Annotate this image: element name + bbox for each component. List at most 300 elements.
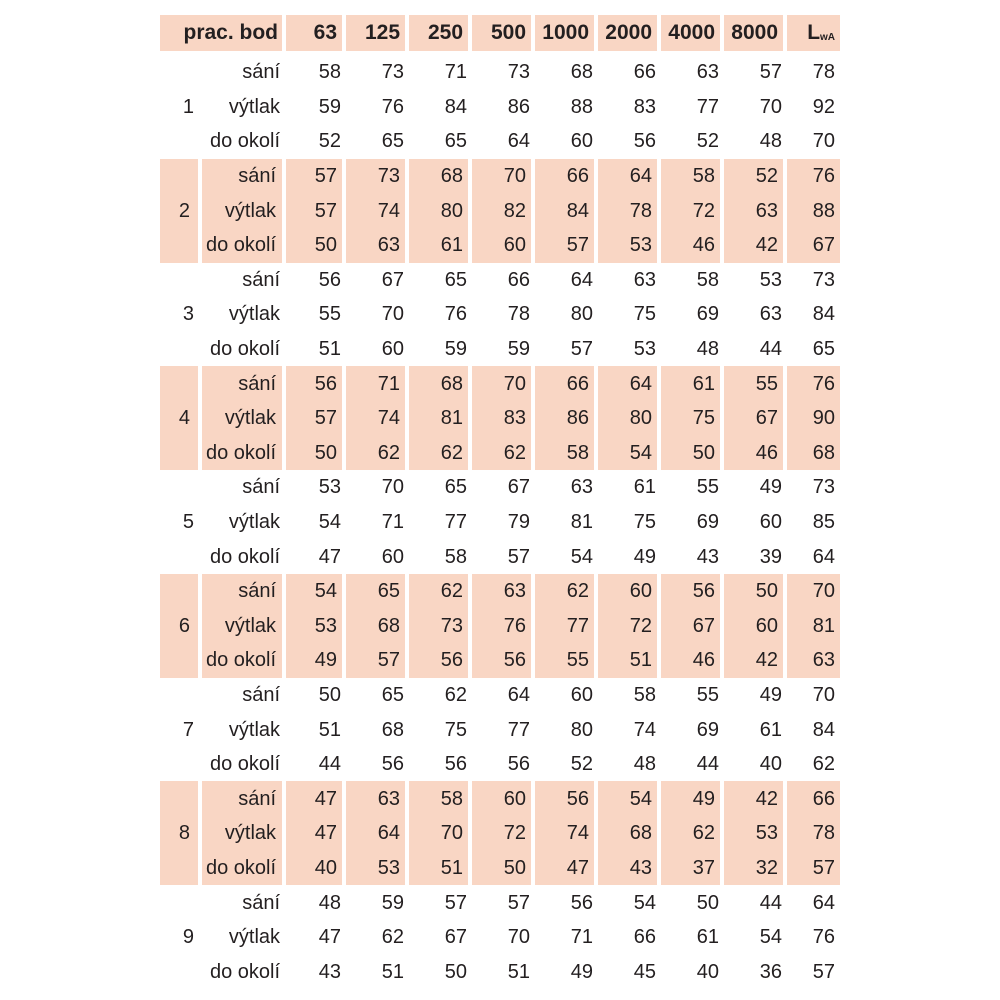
- band-value-cell: 51: [318, 338, 342, 361]
- band-value-cell: 77: [535, 609, 598, 644]
- lwa-total-cell: 68: [787, 436, 840, 471]
- band-value-cell: 55: [696, 683, 720, 706]
- band-value-cell: 50: [661, 436, 724, 471]
- table-row: [160, 781, 840, 816]
- table-row: [160, 332, 840, 367]
- operating-point-group: [160, 678, 840, 782]
- measurement-location: výtlak: [202, 401, 286, 436]
- band-value-cell: 52: [570, 753, 594, 776]
- lwa-total-cell: 81: [787, 609, 840, 644]
- band-value-cell: 50: [472, 851, 535, 886]
- band-value-cell: 57: [507, 891, 531, 914]
- band-value-cell: 51: [409, 851, 472, 886]
- measurement-location: sání: [202, 574, 286, 609]
- band-value-cell: 52: [696, 130, 720, 153]
- band-value-cell: 84: [444, 95, 468, 118]
- band-value-cell: 49: [759, 683, 783, 706]
- band-value-cell: 49: [759, 476, 783, 499]
- header-band-125: 125: [346, 15, 409, 55]
- band-value-cell: 70: [472, 159, 535, 194]
- band-value-cell: 83: [472, 401, 535, 436]
- table-row: [160, 228, 840, 263]
- band-value-cell: 51: [381, 960, 405, 983]
- measurement-location: sání: [242, 891, 281, 914]
- band-value-cell: 56: [570, 891, 594, 914]
- band-value-cell: 56: [661, 574, 724, 609]
- band-value-cell: 75: [633, 303, 657, 326]
- band-value-cell: 86: [507, 95, 531, 118]
- band-value-cell: 70: [381, 476, 405, 499]
- band-value-cell: 73: [409, 609, 472, 644]
- table-row: [160, 470, 840, 505]
- band-value-cell: 67: [381, 268, 405, 291]
- band-value-cell: 63: [633, 268, 657, 291]
- band-value-cell: 63: [724, 193, 787, 228]
- band-value-cell: 68: [570, 61, 594, 84]
- lwa-total-cell: 70: [812, 130, 836, 153]
- header-band-2000: 2000: [598, 15, 661, 55]
- band-value-cell: 57: [444, 891, 468, 914]
- band-value-cell: 65: [444, 130, 468, 153]
- band-value-cell: 59: [381, 891, 405, 914]
- header-lwa: [787, 15, 840, 55]
- band-value-cell: 47: [286, 816, 346, 851]
- band-value-cell: 73: [346, 159, 409, 194]
- table-row: [160, 747, 840, 782]
- band-value-cell: 64: [346, 816, 409, 851]
- measurement-location: sání: [242, 61, 281, 84]
- band-value-cell: 44: [696, 753, 720, 776]
- measurement-location: do okolí: [202, 851, 286, 886]
- lwa-total-cell: 57: [787, 851, 840, 886]
- band-value-cell: 79: [507, 511, 531, 534]
- band-value-cell: 76: [472, 609, 535, 644]
- band-value-cell: 60: [598, 574, 661, 609]
- header-band-500: 500: [472, 15, 535, 55]
- band-value-cell: 68: [381, 718, 405, 741]
- band-value-cell: 46: [661, 643, 724, 678]
- band-value-cell: 63: [346, 781, 409, 816]
- band-value-cell: 50: [286, 228, 346, 263]
- band-value-cell: 68: [598, 816, 661, 851]
- lwa-total-cell: 73: [812, 268, 836, 291]
- measurement-location: do okolí: [209, 753, 281, 776]
- band-value-cell: 75: [661, 401, 724, 436]
- band-value-cell: 42: [724, 781, 787, 816]
- band-value-cell: 57: [286, 193, 346, 228]
- band-value-cell: 56: [381, 753, 405, 776]
- measurement-location: výtlak: [228, 718, 281, 741]
- band-value-cell: 84: [535, 193, 598, 228]
- band-value-cell: 57: [507, 545, 531, 568]
- band-value-cell: 67: [724, 401, 787, 436]
- operating-point-number: 9: [182, 926, 194, 949]
- band-value-cell: 82: [472, 193, 535, 228]
- band-value-cell: 66: [535, 159, 598, 194]
- header-band-63: 63: [286, 15, 346, 55]
- band-value-cell: 60: [472, 228, 535, 263]
- band-value-cell: 60: [472, 781, 535, 816]
- band-value-cell: 44: [318, 753, 342, 776]
- table-row: [160, 366, 840, 401]
- band-value-cell: 49: [661, 781, 724, 816]
- band-value-cell: 44: [759, 338, 783, 361]
- band-value-cell: 48: [633, 753, 657, 776]
- header-band-1000: 1000: [535, 15, 598, 55]
- lwa-total-cell: 84: [812, 718, 836, 741]
- operating-point-number: 3: [182, 303, 194, 326]
- lwa-total-cell: 85: [812, 511, 836, 534]
- header-row: [160, 15, 840, 55]
- band-value-cell: 61: [633, 476, 657, 499]
- table-row: [160, 124, 840, 159]
- band-value-cell: 70: [472, 366, 535, 401]
- band-value-cell: 64: [598, 366, 661, 401]
- band-value-cell: 62: [661, 816, 724, 851]
- measurement-location: do okolí: [209, 960, 281, 983]
- band-value-cell: 58: [444, 545, 468, 568]
- band-value-cell: 80: [598, 401, 661, 436]
- band-value-cell: 68: [409, 366, 472, 401]
- band-value-cell: 71: [346, 366, 409, 401]
- band-value-cell: 69: [696, 511, 720, 534]
- band-value-cell: 53: [286, 609, 346, 644]
- operating-point-number: 6: [160, 574, 202, 678]
- band-value-cell: 43: [318, 960, 342, 983]
- table-row: [160, 954, 840, 989]
- band-value-cell: 78: [598, 193, 661, 228]
- header-lwa-subscript: wA: [820, 32, 836, 43]
- band-value-cell: 36: [759, 960, 783, 983]
- band-value-cell: 65: [346, 574, 409, 609]
- band-value-cell: 44: [759, 891, 783, 914]
- noise-table-sheet: [160, 15, 840, 989]
- table-row: [160, 90, 840, 125]
- band-value-cell: 81: [570, 511, 594, 534]
- band-value-cell: 48: [759, 130, 783, 153]
- band-value-cell: 81: [409, 401, 472, 436]
- operating-point-group: [160, 781, 840, 885]
- band-value-cell: 74: [535, 816, 598, 851]
- band-value-cell: 74: [346, 401, 409, 436]
- band-value-cell: 51: [598, 643, 661, 678]
- band-value-cell: 77: [507, 718, 531, 741]
- band-value-cell: 70: [759, 95, 783, 118]
- operating-point-group: [160, 263, 840, 367]
- band-value-cell: 66: [633, 61, 657, 84]
- band-value-cell: 42: [724, 643, 787, 678]
- band-value-cell: 70: [507, 926, 531, 949]
- band-value-cell: 76: [444, 303, 468, 326]
- band-value-cell: 50: [724, 574, 787, 609]
- table-row: [160, 920, 840, 955]
- band-value-cell: 59: [507, 338, 531, 361]
- band-value-cell: 57: [346, 643, 409, 678]
- measurement-location: do okolí: [202, 643, 286, 678]
- band-value-cell: 47: [318, 545, 342, 568]
- band-value-cell: 64: [570, 268, 594, 291]
- table-row: [160, 712, 840, 747]
- band-value-cell: 77: [444, 511, 468, 534]
- band-value-cell: 69: [696, 718, 720, 741]
- band-value-cell: 63: [759, 303, 783, 326]
- band-value-cell: 52: [318, 130, 342, 153]
- measurement-location: do okolí: [209, 545, 281, 568]
- band-value-cell: 55: [724, 366, 787, 401]
- measurement-location: do okolí: [209, 338, 281, 361]
- band-value-cell: 65: [444, 476, 468, 499]
- band-value-cell: 50: [444, 960, 468, 983]
- band-value-cell: 37: [661, 851, 724, 886]
- band-value-cell: 60: [381, 545, 405, 568]
- band-value-cell: 57: [759, 61, 783, 84]
- band-value-cell: 48: [318, 891, 342, 914]
- operating-point-number: 7: [182, 718, 194, 741]
- band-value-cell: 73: [507, 61, 531, 84]
- band-value-cell: 56: [286, 366, 346, 401]
- measurement-location: výtlak: [202, 609, 286, 644]
- band-value-cell: 80: [570, 718, 594, 741]
- table-row: [160, 643, 840, 678]
- band-value-cell: 60: [570, 683, 594, 706]
- band-value-cell: 76: [381, 95, 405, 118]
- measurement-location: sání: [242, 476, 281, 499]
- band-value-cell: 46: [724, 436, 787, 471]
- band-value-cell: 75: [633, 511, 657, 534]
- lwa-total-cell: 66: [787, 781, 840, 816]
- band-value-cell: 39: [759, 545, 783, 568]
- band-value-cell: 71: [570, 926, 594, 949]
- measurement-location: výtlak: [202, 816, 286, 851]
- band-value-cell: 40: [696, 960, 720, 983]
- band-value-cell: 63: [472, 574, 535, 609]
- measurement-location: výtlak: [228, 511, 281, 534]
- band-value-cell: 62: [409, 436, 472, 471]
- band-value-cell: 65: [381, 130, 405, 153]
- lwa-total-cell: 57: [812, 960, 836, 983]
- band-value-cell: 52: [724, 159, 787, 194]
- band-value-cell: 61: [696, 926, 720, 949]
- band-value-cell: 75: [444, 718, 468, 741]
- band-value-cell: 51: [507, 960, 531, 983]
- lwa-total-cell: 64: [812, 891, 836, 914]
- band-value-cell: 50: [286, 436, 346, 471]
- band-value-cell: 51: [318, 718, 342, 741]
- band-value-cell: 57: [570, 338, 594, 361]
- lwa-total-cell: 88: [787, 193, 840, 228]
- lwa-total-cell: 63: [787, 643, 840, 678]
- operating-point-group: [160, 366, 840, 470]
- measurement-location: sání: [202, 159, 286, 194]
- band-value-cell: 68: [409, 159, 472, 194]
- table-row: [160, 678, 840, 713]
- table-row: [160, 263, 840, 298]
- band-value-cell: 58: [696, 268, 720, 291]
- band-value-cell: 42: [724, 228, 787, 263]
- band-value-cell: 58: [318, 61, 342, 84]
- band-value-cell: 66: [633, 926, 657, 949]
- band-value-cell: 64: [507, 130, 531, 153]
- band-value-cell: 57: [535, 228, 598, 263]
- measurement-location: výtlak: [228, 303, 281, 326]
- band-value-cell: 55: [318, 303, 342, 326]
- band-value-cell: 68: [346, 609, 409, 644]
- band-value-cell: 32: [724, 851, 787, 886]
- band-value-cell: 54: [759, 926, 783, 949]
- band-value-cell: 58: [661, 159, 724, 194]
- band-value-cell: 59: [318, 95, 342, 118]
- lwa-total-cell: 76: [787, 366, 840, 401]
- band-value-cell: 53: [318, 476, 342, 499]
- band-value-cell: 66: [507, 268, 531, 291]
- band-value-cell: 60: [381, 338, 405, 361]
- band-value-cell: 64: [507, 683, 531, 706]
- measurement-location: sání: [202, 781, 286, 816]
- band-value-cell: 47: [318, 926, 342, 949]
- table-row: [160, 539, 840, 574]
- operating-point-group: [160, 470, 840, 574]
- band-value-cell: 40: [759, 753, 783, 776]
- table-row: [160, 159, 840, 194]
- band-value-cell: 56: [409, 643, 472, 678]
- lwa-total-cell: 78: [787, 816, 840, 851]
- band-value-cell: 53: [759, 268, 783, 291]
- table-row: [160, 851, 840, 886]
- band-value-cell: 58: [409, 781, 472, 816]
- header-lwa-main: L: [807, 21, 821, 44]
- band-value-cell: 56: [535, 781, 598, 816]
- band-value-cell: 67: [444, 926, 468, 949]
- band-value-cell: 55: [696, 476, 720, 499]
- band-value-cell: 53: [598, 228, 661, 263]
- table-row: [160, 436, 840, 471]
- band-value-cell: 49: [633, 545, 657, 568]
- measurement-location: výtlak: [202, 193, 286, 228]
- measurement-location: sání: [242, 268, 281, 291]
- lwa-total-cell: 70: [787, 574, 840, 609]
- band-value-cell: 61: [661, 366, 724, 401]
- band-value-cell: 54: [318, 511, 342, 534]
- band-value-cell: 72: [598, 609, 661, 644]
- operating-point-group: [160, 55, 840, 159]
- lwa-total-cell: 92: [812, 95, 836, 118]
- table-row: [160, 193, 840, 228]
- band-value-cell: 72: [472, 816, 535, 851]
- band-value-cell: 57: [286, 401, 346, 436]
- measurement-location: do okolí: [202, 436, 286, 471]
- band-value-cell: 50: [318, 683, 342, 706]
- lwa-total-cell: 76: [787, 159, 840, 194]
- sound-power-table: [160, 15, 840, 989]
- band-value-cell: 56: [472, 643, 535, 678]
- band-value-cell: 53: [633, 338, 657, 361]
- measurement-location: sání: [202, 366, 286, 401]
- table-row: [160, 505, 840, 540]
- band-value-cell: 54: [598, 436, 661, 471]
- header-band-250: 250: [409, 15, 472, 55]
- band-value-cell: 60: [759, 511, 783, 534]
- band-value-cell: 43: [696, 545, 720, 568]
- band-value-cell: 72: [661, 193, 724, 228]
- band-value-cell: 47: [286, 781, 346, 816]
- table-row: [160, 574, 840, 609]
- band-value-cell: 48: [696, 338, 720, 361]
- band-value-cell: 62: [535, 574, 598, 609]
- band-value-cell: 57: [286, 159, 346, 194]
- lwa-total-cell: 84: [812, 303, 836, 326]
- band-value-cell: 80: [409, 193, 472, 228]
- band-value-cell: 56: [507, 753, 531, 776]
- operating-point-group: [160, 159, 840, 263]
- band-value-cell: 88: [570, 95, 594, 118]
- band-value-cell: 65: [381, 683, 405, 706]
- band-value-cell: 86: [535, 401, 598, 436]
- table-row: [160, 885, 840, 920]
- band-value-cell: 55: [535, 643, 598, 678]
- header-operating-point-label: prac. bod: [160, 15, 286, 55]
- band-value-cell: 60: [724, 609, 787, 644]
- lwa-total-cell: 90: [787, 401, 840, 436]
- band-value-cell: 83: [633, 95, 657, 118]
- band-value-cell: 65: [444, 268, 468, 291]
- band-value-cell: 66: [535, 366, 598, 401]
- band-value-cell: 73: [381, 61, 405, 84]
- lwa-total-cell: 65: [812, 338, 836, 361]
- band-value-cell: 70: [381, 303, 405, 326]
- band-value-cell: 67: [661, 609, 724, 644]
- band-value-cell: 49: [570, 960, 594, 983]
- band-value-cell: 63: [346, 228, 409, 263]
- operating-point-number: 1: [182, 95, 194, 118]
- band-value-cell: 62: [381, 926, 405, 949]
- table-row: [160, 297, 840, 332]
- lwa-total-cell: 62: [812, 753, 836, 776]
- band-value-cell: 54: [570, 545, 594, 568]
- header-band-8000: 8000: [724, 15, 787, 55]
- table-row: [160, 609, 840, 644]
- table-row: [160, 401, 840, 436]
- band-value-cell: 56: [444, 753, 468, 776]
- band-value-cell: 47: [535, 851, 598, 886]
- band-value-cell: 45: [633, 960, 657, 983]
- measurement-location: do okolí: [202, 228, 286, 263]
- band-value-cell: 71: [381, 511, 405, 534]
- band-value-cell: 67: [507, 476, 531, 499]
- operating-point-number: 8: [160, 781, 202, 885]
- band-value-cell: 54: [598, 781, 661, 816]
- lwa-total-cell: 76: [812, 926, 836, 949]
- operating-point-number: 2: [160, 159, 202, 263]
- band-value-cell: 62: [346, 436, 409, 471]
- measurement-location: do okolí: [209, 130, 281, 153]
- band-value-cell: 63: [696, 61, 720, 84]
- band-value-cell: 58: [633, 683, 657, 706]
- band-value-cell: 71: [444, 61, 468, 84]
- band-value-cell: 62: [444, 683, 468, 706]
- band-value-cell: 77: [696, 95, 720, 118]
- band-value-cell: 61: [409, 228, 472, 263]
- band-value-cell: 56: [318, 268, 342, 291]
- band-value-cell: 80: [570, 303, 594, 326]
- operating-point-group: [160, 885, 840, 989]
- band-value-cell: 49: [286, 643, 346, 678]
- measurement-location: sání: [242, 683, 281, 706]
- band-value-cell: 60: [570, 130, 594, 153]
- band-value-cell: 78: [507, 303, 531, 326]
- operating-point-number: 4: [160, 366, 202, 470]
- lwa-total-cell: 78: [812, 61, 836, 84]
- table-row: [160, 816, 840, 851]
